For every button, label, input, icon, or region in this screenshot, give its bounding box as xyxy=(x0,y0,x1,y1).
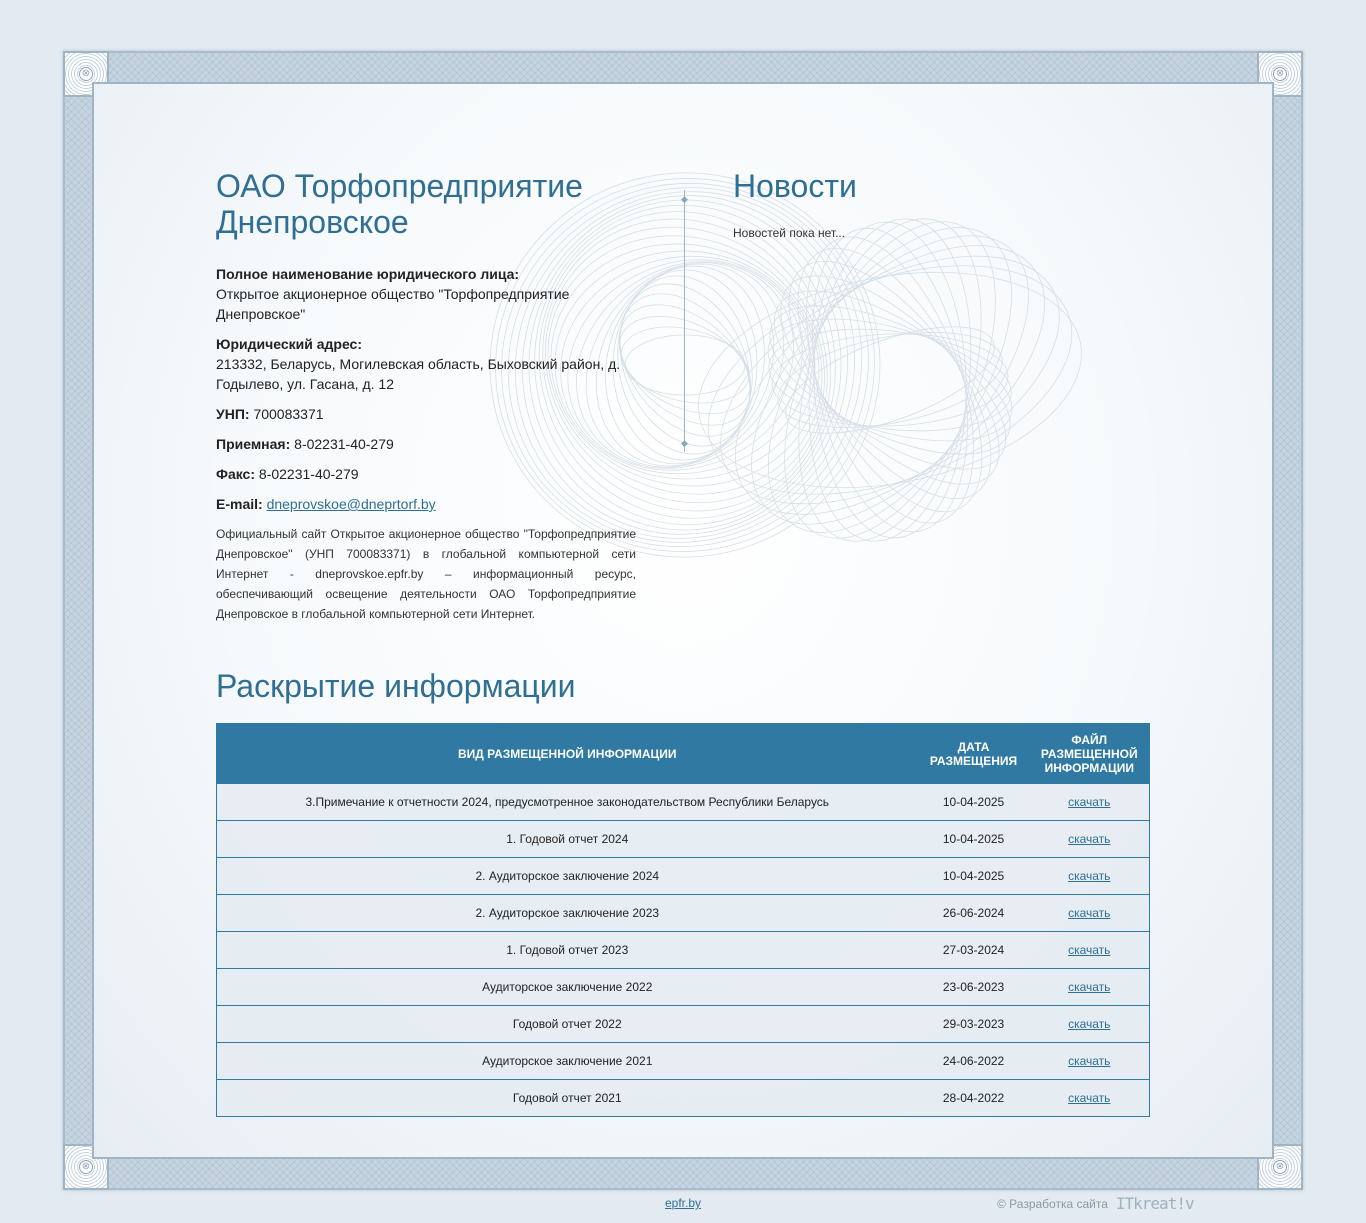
reception-value: 8-02231-40-279 xyxy=(294,436,394,452)
table-row xyxy=(217,969,1150,1006)
unp-block xyxy=(216,404,636,424)
table-row xyxy=(217,1080,1150,1117)
row-date: 29-03-2023 xyxy=(918,1006,1030,1043)
row-file-cell xyxy=(1030,895,1150,932)
row-file-cell xyxy=(1030,784,1150,821)
row-file-cell xyxy=(1030,1043,1150,1080)
site-description: Официальный сайт Открытое акционерное общество "Торфопредприятие Днепровское" (УНП 700083371) в глобальной компьютерной сети Интернет - dneprovskoe.epfr.by – информационный ресурс, обеспечивающий освещение деятельности ОАО Торфопредприятие Днепровское в глобальной компьютерной сети Интернет. xyxy=(216,527,636,621)
row-date: 28-04-2022 xyxy=(918,1080,1030,1117)
row-date: 10-04-2025 xyxy=(918,821,1030,858)
unp-label: УНП: xyxy=(216,406,250,422)
corner-ornament: ⊗ xyxy=(1257,1144,1303,1190)
download-link[interactable]: скачать xyxy=(1068,832,1111,846)
footer-developer xyxy=(997,1194,1194,1213)
row-file-cell xyxy=(1030,1080,1150,1117)
download-link[interactable]: скачать xyxy=(1068,1054,1111,1068)
news-title: Новости xyxy=(733,168,857,204)
row-file-cell xyxy=(1030,821,1150,858)
row-name: 3.Примечание к отчетности 2024, предусмотренное законодательством Республики Беларусь xyxy=(217,784,918,821)
address-block xyxy=(216,334,636,394)
corner-ornament: ⊗ xyxy=(63,1144,109,1190)
corner-ornament: ⊗ xyxy=(63,51,109,97)
download-link[interactable]: скачать xyxy=(1068,794,1111,809)
row-name: 2. Аудиторское заключение 2024 xyxy=(217,858,918,895)
address-value: 213332, Беларусь, Могилевская область, Быховский район, д. Годылево, ул. Гасана, д. 12 xyxy=(216,356,621,392)
table-row xyxy=(217,1006,1150,1043)
row-date: 26-06-2024 xyxy=(918,895,1030,932)
disclosure-table xyxy=(216,723,1150,1117)
table-row xyxy=(217,784,1150,821)
table-row xyxy=(217,858,1150,895)
download-link[interactable]: скачать xyxy=(1068,906,1111,920)
table-row xyxy=(217,1043,1150,1080)
disclosure-table-wrap xyxy=(216,723,1150,1117)
row-name: Аудиторское заключение 2022 xyxy=(217,969,918,1006)
row-name: 1. Годовой отчет 2023 xyxy=(217,932,918,969)
divider-ornament: ◆ xyxy=(681,194,688,204)
row-file-cell xyxy=(1030,858,1150,895)
full-name-block xyxy=(216,264,636,324)
news-section xyxy=(733,168,1133,240)
table-row xyxy=(217,821,1150,858)
row-file-cell xyxy=(1030,1006,1150,1043)
header-name: ВИД РАЗМЕЩЕННОЙ ИНФОРМАЦИИ xyxy=(217,724,918,784)
fax-value: 8-02231-40-279 xyxy=(258,466,359,482)
row-name: Годовой отчет 2022 xyxy=(217,1006,918,1043)
full-name-value: Открытое акционерное общество "Торфопредприятие Днепровское" xyxy=(216,286,570,322)
column-divider xyxy=(681,190,688,452)
row-date: 10-04-2025 xyxy=(918,784,1030,821)
developer-text: © Разработка сайта xyxy=(997,1196,1108,1211)
row-name: Годовой отчет 2021 xyxy=(217,1080,918,1117)
disclosure-title: Раскрытие информации xyxy=(216,668,576,704)
download-link[interactable]: скачать xyxy=(1068,980,1111,994)
email-label: E-mail: xyxy=(216,496,263,512)
row-date: 23-06-2023 xyxy=(918,969,1030,1006)
divider-ornament: ◆ xyxy=(681,438,688,448)
row-date: 27-03-2024 xyxy=(918,932,1030,969)
download-link[interactable]: скачать xyxy=(1068,869,1111,883)
developer-logo[interactable]: ITkreat!v xyxy=(1115,1194,1194,1213)
full-name-label: Полное наименование юридического лица: xyxy=(216,266,520,282)
footer-site-link[interactable]: epfr.by xyxy=(665,1196,702,1210)
row-date: 10-04-2025 xyxy=(918,858,1030,895)
table-row xyxy=(217,932,1150,969)
company-info xyxy=(216,168,636,624)
header-file: ФАЙЛ РАЗМЕЩЕННОЙ ИНФОРМАЦИИ xyxy=(1030,724,1150,784)
row-name: 1. Годовой отчет 2024 xyxy=(217,821,918,858)
fax-label: Факс: xyxy=(216,466,256,482)
download-link[interactable]: скачать xyxy=(1068,943,1111,957)
download-link[interactable]: скачать xyxy=(1068,1017,1111,1031)
row-name: Аудиторское заключение 2021 xyxy=(217,1043,918,1080)
email-link[interactable]: dneprovskoe@dneprtorf.by xyxy=(266,496,436,512)
row-name: 2. Аудиторское заключение 2023 xyxy=(217,895,918,932)
row-file-cell xyxy=(1030,932,1150,969)
corner-ornament: ⊗ xyxy=(1257,51,1303,97)
row-file-cell xyxy=(1030,969,1150,1006)
reception-block xyxy=(216,434,636,454)
row-date: 24-06-2022 xyxy=(918,1043,1030,1080)
header-date: ДАТА РАЗМЕЩЕНИЯ xyxy=(918,724,1030,784)
fax-block xyxy=(216,464,636,484)
table-header-row xyxy=(217,724,1150,784)
email-block xyxy=(216,494,636,514)
address-label: Юридический адрес: xyxy=(216,336,362,352)
unp-value: 700083371 xyxy=(253,406,324,422)
download-link[interactable]: скачать xyxy=(1068,1091,1111,1105)
reception-label: Приемная: xyxy=(216,436,291,452)
table-row xyxy=(217,895,1150,932)
news-empty-text: Новостей пока нет... xyxy=(733,226,846,240)
company-title: ОАО Торфопредприятие Днепровское xyxy=(216,168,583,240)
